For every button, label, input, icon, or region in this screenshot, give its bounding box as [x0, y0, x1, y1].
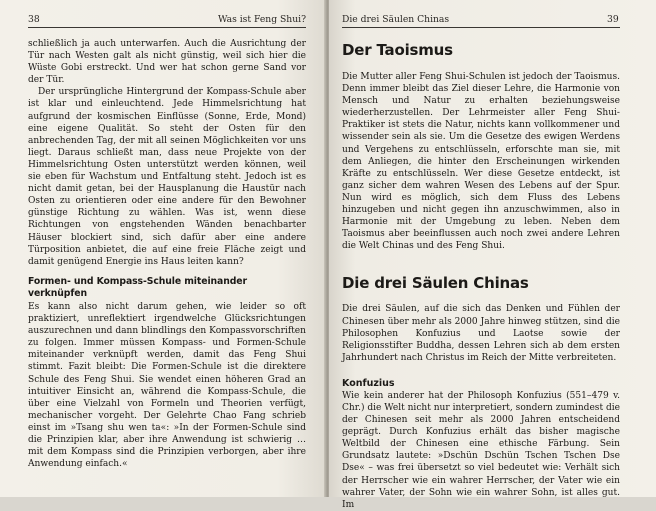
page-number-left: 38 — [28, 14, 40, 25]
section-heading-taoismus: Der Taoismus — [342, 41, 453, 59]
header-rule-left — [28, 27, 306, 28]
header-rule-right — [342, 27, 620, 28]
paragraph: schließlich ja auch unterwarfen. Auch die Ausrichtung der Tür nach Westen galt als nicht günstig, weil sich hier die Wüste Gobi erstreckt. Und wer hat schon gerne Sand vor der Tür. — [28, 39, 306, 86]
section-heading-saeulen: Die drei Säulen Chinas — [342, 274, 529, 293]
paragraph: Wie kein anderer hat der Philosoph Konfuzius (551–479 v. Chr.) die Welt nicht nur interpretiert, sondern zumindest die der Chinesen seit mehr als 2000 Jahren entscheidend geprägt. Durch Konfuzius erhält das bisher magische Weltbild der Chinesen eine ethische Färbung. Sein Grundsatz lautete: »Dschün Dschün Tschen Tschen Dse Dse« – was frei übersetzt so viel bedeutet wie: Verhält sich der Herrscher wie ein wahrer Herrscher, der Vater wie ein wahrer Vater, der Sohn wie ein wahrer Sohn, ist alles gut. Im — [342, 390, 620, 510]
page-number-right: 39 — [607, 14, 619, 25]
paragraph: Es kann also nicht darum gehen, wie leider so oft praktiziert, unreflektiert irgendwelche Glücksrichtungen auszurechnen und dann blindlings den Kompassvorschriften zu folgen. Immer müssen Kompass- und Formen-Schule miteinander verknüpft werden, damit das Feng Shui stimmt. Fazit bleibt: Die Formen-Schule ist die direktere Schule des Feng Shui. Sie wendet einen höheren Grad an intuitiver Einsicht an, während die Kompass-Schule, die über eine Vielzahl von Formeln und Theorien verfügt, mechanischer vorgeht. Der Gelehrte Chao Fang schrieb einst im »Tsang shu wen ta«: »In der Formen-Schule sind die Prinzipien klar, aber ihre Anwendung ist schwierig … mit dem Kompass sind die Prinzipien verborgen, aber ihre Anwendung einfach.« — [28, 301, 306, 470]
right-page — [329, 0, 656, 510]
paragraph: Der ursprüngliche Hintergrund der Kompass-Schule aber ist klar und einleuchtend. Jede Himmelsrichtung hat aufgrund der kosmischen Einflüsse (Sonne, Erde, Mond) eine eigene Qualität. So steht der Osten für den anbrechenden Tag, der mit all seinen Möglichkeiten vor uns liegt. Daraus schließt man, dass neue Projekte von der Himmelsrichtung Osten unterstützt werden können, weil sie eben für Wachstum und Entfaltung steht. Jedoch ist es nicht damit getan, bei der Hausplanung die Haustür nach Osten zu orientieren oder eine andere für den Bewohner günstige Richtung zu wählen. Was ist, wenn diese Richtungen von engstehenden Wänden benachbarter Häuser blockiert sind, sich dafür aber eine andere Türposition anbietet, die auf eine freie Fläche zeigt und damit genügend Energie ins Haus leiten kann? — [28, 87, 306, 267]
running-title-right: Die drei Säulen Chinas — [342, 14, 450, 25]
right-page-body — [342, 41, 620, 511]
left-page — [0, 0, 326, 497]
paragraph: Die Mutter aller Feng Shui-Schulen ist jedoch der Taoismus. Denn immer bleibt das Ziel dieser Lehre, die Harmonie von Mensch und Natur zu erhalten beziehungsweise wiederherzustellen. Der Lehrmeister aller Feng Shui-Praktiker ist stets die Natur, nichts kann vollkommener und wissender sein als sie. Um die Gesetze des ewigen Werdens und Vergehens zu entschlüsseln, erforschte man sie, mit dem Anliegen, die hinter den Erscheinungen wirkenden Kräfte zu entschlüsseln. Wer diese Gesetze entdeckt, ist ganz sicher dem wahren Wesen des Lebens auf der Spur. Nun wird es möglich, sich dem Fluss des Lebens hinzugeben und nicht gegen ihn anzuschwimmen, also in Harmonie mit der Umgebung zu leben. Neben dem Taoismus aber beeinflussen auch noch zwei andere Lehren die Welt Chinas und des Feng Shui. — [342, 72, 620, 252]
paragraph: Die drei Säulen, auf die sich das Denken und Fühlen der Chinesen über mehr als 2000 Jahre hinweg stützen, sind die Philosophen Konfuzius und Laotse sowie der Religionsstifter Buddha, dessen Lehren sich ab dem ersten Jahrhundert nach Christus im Reich der Mitte verbreiteten. — [342, 304, 620, 363]
left-page-body — [28, 38, 306, 470]
section-subheading: Formen- und Kompass-Schule miteinander verknüpfen — [28, 275, 247, 299]
running-title-left: Was ist Feng Shui? — [217, 14, 306, 25]
subheading-konfuzius: Konfuzius — [342, 377, 395, 389]
